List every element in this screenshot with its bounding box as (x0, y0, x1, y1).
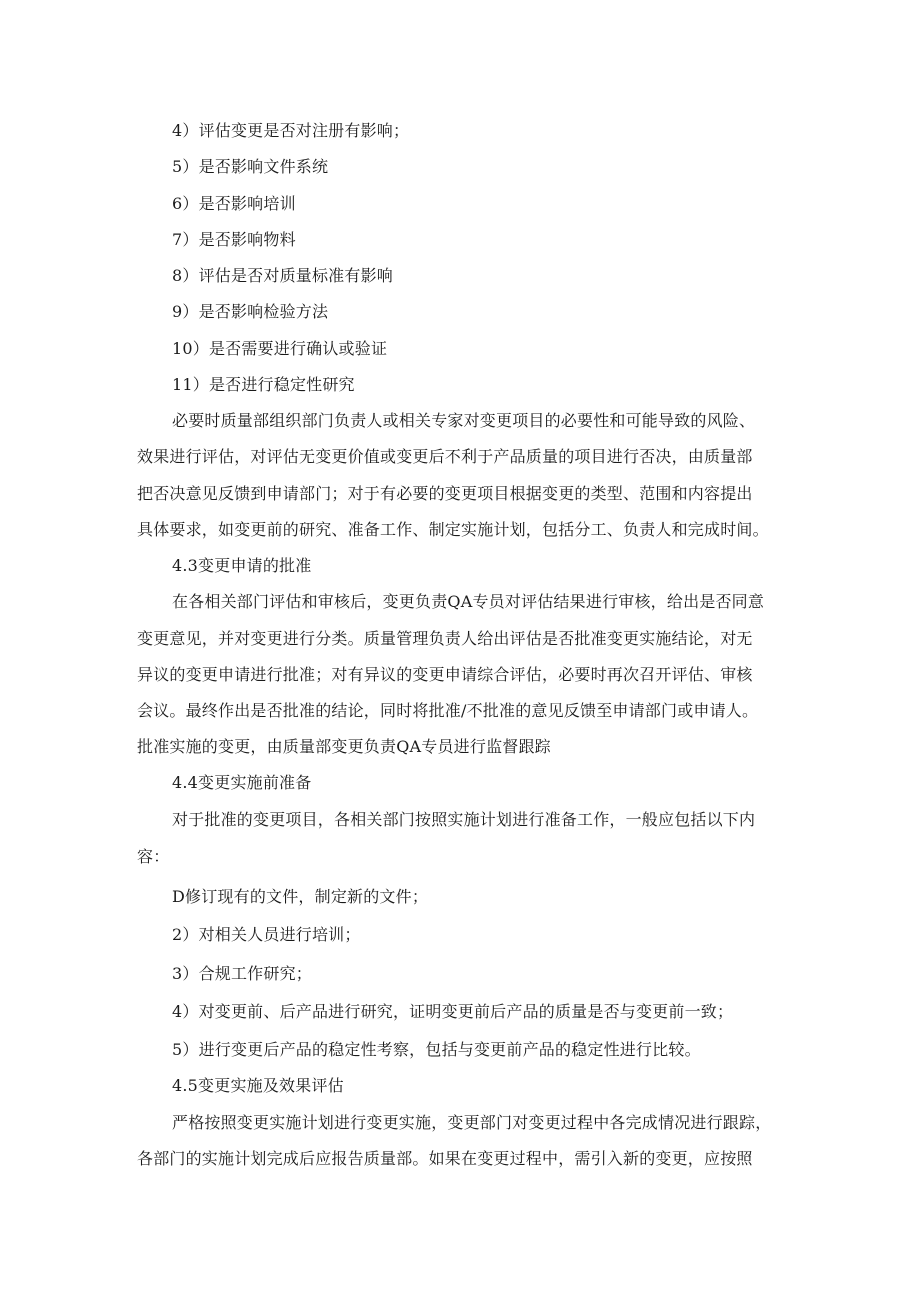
list-item: 4）评估变更是否对注册有影响； (172, 121, 410, 140)
paragraph-line: 必要时质量部组织部门负责人或相关专家对变更项目的必要性和可能导致的风险、 (172, 411, 756, 430)
paragraph-line: 在各相关部门评估和审核后，变更负责QA专员对评估结果进行审核，给出是否同意 (172, 592, 765, 611)
list-item: 8）评估是否对质量标准有影响 (172, 266, 393, 285)
paragraph-line: 对于批准的变更项目，各相关部门按照实施计划进行准备工作，一般应包括以下内 (172, 810, 756, 829)
paragraph-line: 效果进行评估，对评估无变更价值或变更后不利于产品质量的项目进行否决，由质量部 (137, 447, 753, 466)
section-heading: 4.5变更实施及效果评估 (172, 1076, 344, 1095)
section-heading: 4.4变更实施前准备 (172, 773, 312, 792)
list-item: 6）是否影响培训 (172, 194, 296, 213)
list-item: 3）合规工作研究； (172, 964, 312, 983)
paragraph-line: 把否决意见反馈到申请部门；对于有必要的变更项目根据变更的类型、范围和内容提出 (137, 484, 753, 503)
paragraph-line: 严格按照变更实施计划进行变更实施，变更部门对变更过程中各完成情况进行跟踪， (172, 1113, 772, 1132)
list-item: 9）是否影响检验方法 (172, 302, 329, 321)
list-item: 7）是否影响物料 (172, 230, 296, 249)
list-item: D修订现有的文件，制定新的文件； (172, 887, 429, 906)
list-item: 10）是否需要进行确认或验证 (172, 339, 388, 358)
list-item: 11）是否进行稳定性研究 (172, 375, 355, 394)
paragraph-line: 具体要求，如变更前的研究、准备工作、制定实施计划，包括分工、负责人和完成时间。 (137, 520, 769, 539)
list-item: 5）进行变更后产品的稳定性考察，包括与变更前产品的稳定性进行比较。 (172, 1040, 701, 1059)
paragraph-line: 各部门的实施计划完成后应报告质量部。如果在变更过程中，需引入新的变更，应按照 (137, 1149, 753, 1168)
list-item: 5）是否影响文件系统 (172, 157, 329, 176)
paragraph-line: 容： (137, 847, 170, 866)
list-item: 4）对变更前、后产品进行研究，证明变更前后产品的质量是否与变更前一致； (172, 1002, 734, 1021)
paragraph-line: 变更意见，并对变更进行分类。质量管理负责人给出评估是否批准变更实施结论，对无 (137, 629, 753, 648)
paragraph-line: 会议。最终作出是否批准的结论，同时将批准/不批准的意见反馈至申请部门或申请人。 (137, 701, 759, 720)
paragraph-line: 异议的变更申请进行批准；对有异议的变更申请综合评估，必要时再次召开评估、审核 (137, 665, 753, 684)
list-item: 2）对相关人员进行培训； (172, 925, 361, 944)
section-heading: 4.3变更申请的批准 (172, 556, 312, 575)
paragraph-line: 批准实施的变更，由质量部变更负责QA专员进行监督跟踪 (137, 737, 551, 756)
